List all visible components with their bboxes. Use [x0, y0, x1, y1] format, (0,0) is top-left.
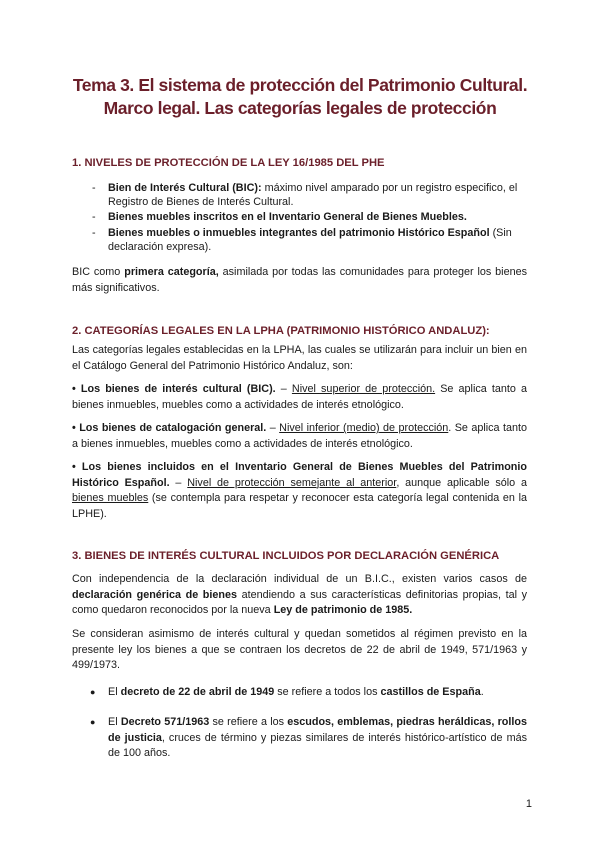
section3-bullet-2	[90, 715, 527, 762]
section1-heading: 1. NIVELES DE PROTECCIÓN DE LA LEY 16/1985 DEL PHE	[72, 157, 385, 169]
section2-intro: Las categorías legales establecidas en la LPHA, las cuales se utilizarán para incluir un bien en el Catálogo General del Patrimonio Histórico Andaluz, son:	[72, 344, 527, 372]
section3-paragraph-1: Con independencia de la declaración individual de un B.I.C., existen varios casos de declaración genérica de bienes atendiendo a sus características definitorias propias, tal y como quedaron reconocidos por la nueva Ley de patrimonio de 1985.	[72, 573, 527, 616]
document-title: Tema 3. El sistema de protección del Patrimonio Cultural. Marco legal. Las categorías legales de protección	[72, 75, 528, 118]
list-item: - Bienes muebles inscritos en el Inventario General de Bienes Muebles.	[92, 210, 527, 224]
page-number: 1	[525, 798, 532, 810]
section2-heading: 2. CATEGORÍAS LEGALES EN LA LPHA (PATRIMONIO HISTÓRICO ANDALUZ):	[72, 325, 490, 337]
section2-item-bic: • Los bienes de interés cultural (BIC). – Nivel superior de protección. Se aplica tanto a bienes inmuebles, muebles como a actividades de interés etnológico.	[72, 383, 528, 411]
section3-heading: 3. BIENES DE INTERÉS CULTURAL INCLUIDOS POR DECLARACIÓN GENÉRICA	[72, 550, 500, 562]
list-item: ● El decreto de 22 de abril de 1949 se refiere a todos los castillos de España.	[90, 685, 527, 701]
section2-item-inventario: • Los bienes incluidos en el Inventario General de Bienes Muebles del Patrimonio Histórico Español. – Nivel de protección semejante al anterior, aunque aplicable sólo a bienes muebles (se contempla para respetar y reconocer esta categoría legal contenida en la LPHE).	[72, 461, 527, 520]
list-item: - Bienes muebles o inmuebles integrantes del patrimonio Histórico Español (Sin declaración expresa).	[92, 226, 527, 254]
section1-paragraph: BIC como primera categoría, asimilada por todas las comunidades para proteger los bienes más significativos.	[72, 266, 527, 294]
section3-bullet-1	[90, 685, 527, 701]
section1-list	[92, 181, 527, 255]
section3-paragraph-2: Se consideran asimismo de interés cultural y quedan sometidos al régimen previsto en la presente ley los bienes a que se contraen los decretos de 22 de abril de 1949, 571/1963 y 499/1973.	[72, 628, 527, 671]
list-item: ● El Decreto 571/1963 se refiere a los escudos, emblemas, piedras heráldicas, rollos de justicia, cruces de término y piezas similares de interés histórico-artístico de más de 100 años.	[90, 715, 527, 762]
list-item: - Bien de Interés Cultural (BIC): máximo nivel amparado por un registro especifico, el Registro de Bienes de Interés Cultural.	[92, 181, 527, 209]
section2-item-catalogacion: • Los bienes de catalogación general. – Nivel inferior (medio) de protección. Se aplica tanto a bienes inmuebles, muebles como a actividades de interés etnológico.	[72, 422, 527, 450]
